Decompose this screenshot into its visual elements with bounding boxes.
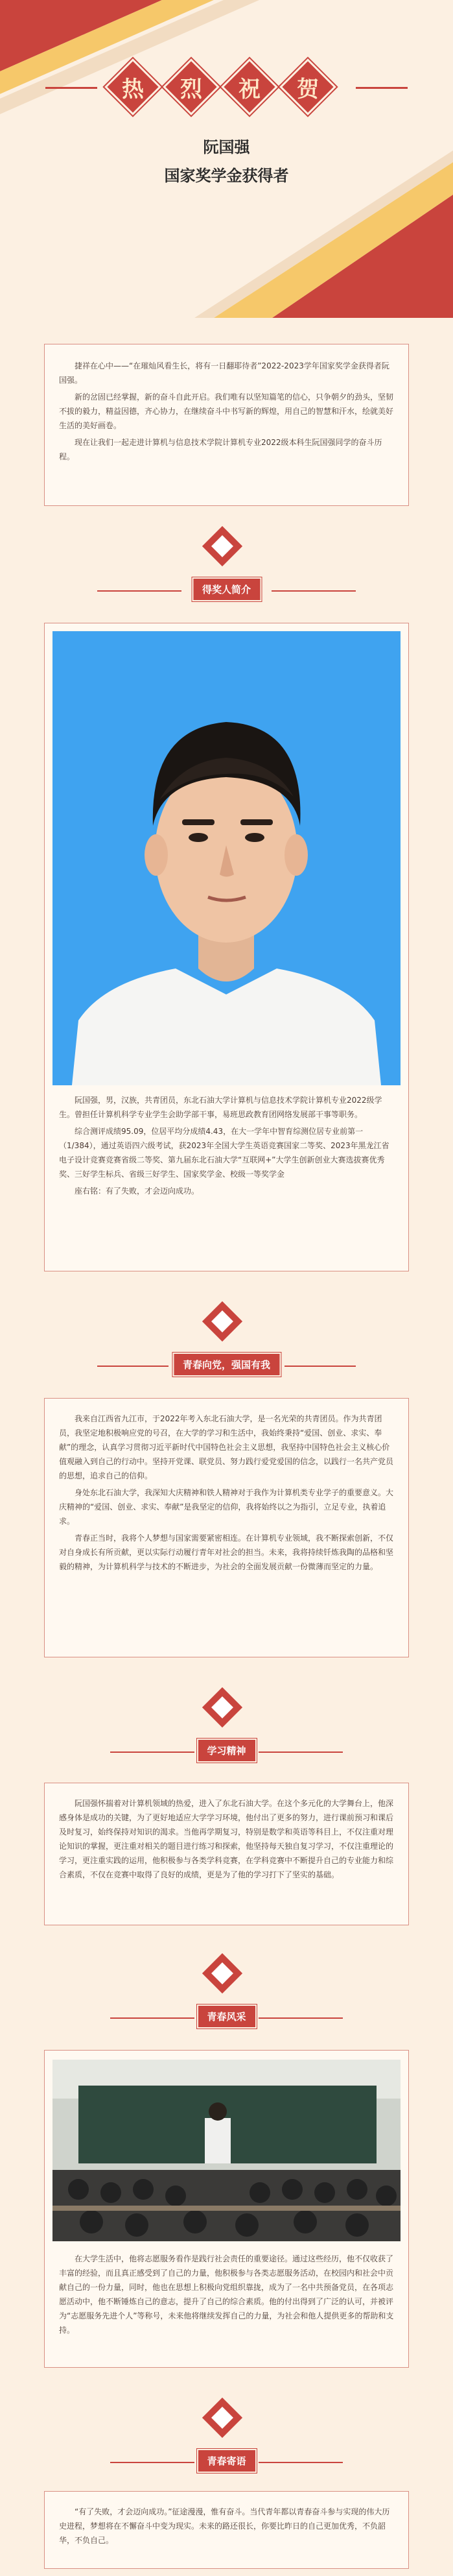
title-char: 烈 [180, 77, 202, 102]
section-header-message [0, 2403, 453, 2481]
section-line [110, 2462, 194, 2463]
section-label: 学习精神 [198, 1740, 255, 1761]
study-box [44, 1783, 409, 1925]
profile-text [59, 1093, 395, 1201]
message-box [44, 2491, 409, 2569]
section-header-style [0, 1959, 453, 2037]
profile-paragraph: 综合测评成绩95.09，位居平均分成绩4.43，在大一学年中智育综测位居专业前第一（1/384），通过英语四六级考试，获2023年全国大学生英语竞赛国家二等奖、2023年黑龙江省电子设计竞赛竞赛省级二等奖、第九届东北石油大学“互联网+”大学生创新创业大赛选拔赛优秀奖、三好学生标兵、省级三好学生、国家奖学金、校级一等奖学金 [59, 1127, 389, 1179]
profile-paragraph: 阮国强，男，汉族，共青团员，东北石油大学计算机与信息技术学院计算机专业2022级学生。曾担任计算机科学专业学生会助学部干事，易班思政教育团网络发展部干事等职务。 [59, 1096, 382, 1119]
section-header-profile [0, 532, 453, 610]
style-text [59, 2252, 395, 2340]
section-line [110, 2017, 194, 2019]
section-header-study [0, 1693, 453, 1771]
study-paragraph: 阮国强怀揣着对计算机领域的热爱，进入了东北石油大学。在这个多元化的大学舞台上，他深感身体是成功的关键，为了更好地适应大学学习环境，他付出了更多的努力，进行课前预习和课后及时复习，始终保持对知识的渴求。当他再学期复习，特别是数学和英语等科目上，不仅注重对理论知识的掌握，更注重对相关的题目进行练习和探索，他坚持每天独自复习学习，不仅注重理论的学习，更注重实践的运用，他积极参与各类学科竞赛，在学科竞赛中不断提升自己的专业能力和综合素质，不仅在竞赛中取得了良好的成绩，更是为了他的学习打下了坚实的基础。 [59, 1799, 394, 1879]
section-line [97, 1366, 168, 1367]
section-line [97, 590, 181, 592]
youth-paragraph: 青春正当时，我将个人梦想与国家需要紧密相连。在计算机专业领域，我不断探索创新，不仅对自身成长有所贡献，更以实际行动履行青年对社会的担当。未来，我将持续钎炼我陶的品格和坚毅的精神，为计算机科学与技术的不断进步，为社会的全面发展贡献一份微薄而坚定的力量。 [59, 1534, 394, 1571]
title-char: 热 [122, 77, 144, 102]
section-label: 青春寄语 [198, 2450, 255, 2472]
winner-award: 国家奖学金获得者 [164, 167, 289, 185]
profile-box [44, 623, 409, 1271]
style-box [44, 2050, 409, 2368]
intro-paragraph: 现在让我们一起走进计算机与信息技术学院计算机专业2022级本科生阮国强同学的奋斗历程。 [59, 438, 382, 461]
section-diamond-icon [202, 1301, 242, 1342]
section-line [259, 2462, 343, 2463]
classroom-photo [52, 2060, 401, 2241]
youth-paragraph: 我来自江西省九江市，于2022年考入东北石油大学，是一名光荣的共青团员。作为共青团员，我坚定地积极响应党的号召，在大学的学习和生活中，我始终秉持“爱国、创业、求实、奉献”的理念，认真学习贯彻习近平新时代中国特色社会主义思想，我坚持中国特色社会主义核心价值观融入到自己的行动中。坚持开党课、联党员、努力践行爱党爱国的信念，以践行一名共产党员的思想，追求自己的信仰。 [59, 1414, 394, 1480]
section-line [110, 1751, 194, 1753]
title-row [0, 62, 453, 114]
section-line [259, 1751, 343, 1753]
section-diamond-icon [202, 2398, 242, 2438]
section-line [272, 590, 356, 592]
section-label: 青春风采 [198, 2006, 255, 2027]
section-line [259, 2017, 343, 2019]
section-line [285, 1366, 356, 1367]
intro-paragraph: 新的岔固已经掌握，新的奋斗自此开启。我们唯有以坚知篇笔的信心，只争朝夕的劲头，坚韧不拔的毅力，精益因德，齐心协力，在继续奋斗中书写新的辉煌，用自己的智慧和汗水，绘就美好生活的美好画卷。 [59, 392, 394, 430]
portrait-photo [52, 631, 401, 1085]
profile-paragraph: 座右铭：有了失败，才会迈向成功。 [75, 1186, 200, 1196]
section-label: 得奖人简介 [193, 579, 260, 600]
youth-box [44, 1398, 409, 1657]
style-paragraph: 在大学生活中，他将志愿服务看作是践行社会责任的重要途径。通过这些经历，他不仅收获了丰富的经验，而且真正感受到了自己的力量，他积极参与各类志愿服务活动，在校园内和社会中贡献自己的一份力量，同时，他也在思想上积极向党组织靠拢，成为了一名中共预备党员，在各项志愿活动中，他不断锤炼自己的意志，提升了自己的综合素质。他的付出得到了广泛的认可，并被评为“志愿服务先进个人”等称号，未来他将继续发挥自己的力量，为社会和他人提供更多的帮助和支持。 [59, 2254, 394, 2335]
title-char: 贺 [297, 77, 319, 102]
section-label: 青春向党，强国有我 [174, 1354, 279, 1375]
title-line-left [45, 87, 97, 89]
intro-paragraph: 捷祥在心中——“在璀灿风看生长，将有一日翻耶待者”2022-2023学年国家奖学金获得者阮国强。 [59, 361, 389, 385]
intro-box [44, 344, 409, 506]
section-diamond-icon [202, 1687, 242, 1727]
winner-name: 阮国强 [203, 138, 250, 156]
message-paragraph: “有了失败，才会迈向成功。”征途漫漫，惟有奋斗。当代青年都以青春奋斗参与实现的伟大历史进程，梦想将在不懈奋斗中变为现实。未来的路还很长，你要比昨日的自己更加优秀，不负韶华，不负自己。 [59, 2507, 390, 2545]
section-header-youth [0, 1307, 453, 1385]
title-line-right [356, 87, 408, 89]
winner-block [0, 133, 453, 190]
section-diamond-icon [202, 1953, 242, 1993]
section-diamond-icon [202, 526, 242, 566]
title-char: 祝 [238, 77, 261, 102]
header-banner [0, 0, 453, 318]
youth-paragraph: 身处东北石油大学，我深知大庆精神和铁人精神对于我作为计算机类专业学子的重要意义。大庆精神的“爱国、创业、求实、奉献”是我坚定的信仰，我将始终以之为指引，立足专业，执着追求。 [59, 1488, 394, 1526]
